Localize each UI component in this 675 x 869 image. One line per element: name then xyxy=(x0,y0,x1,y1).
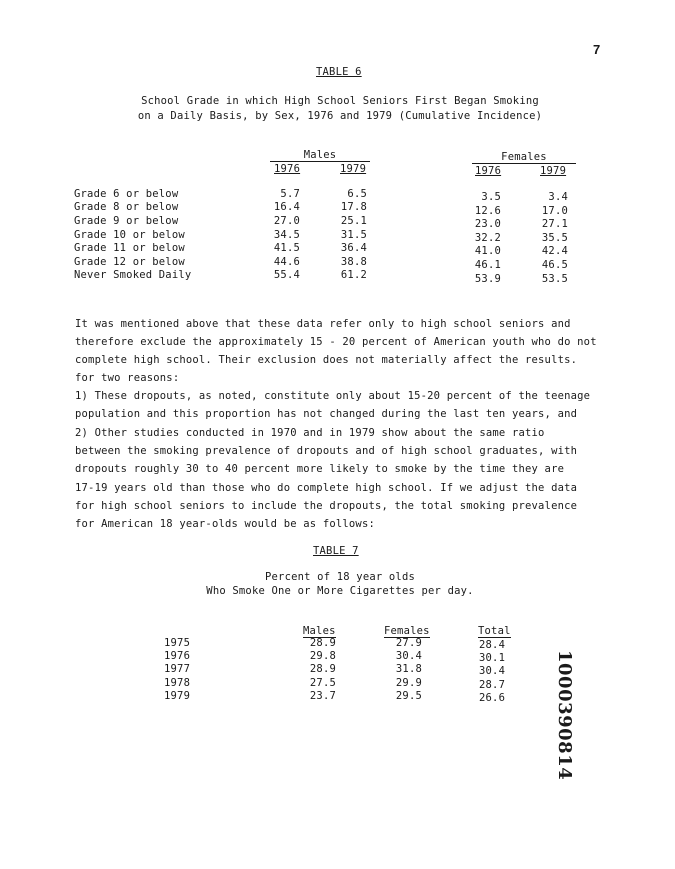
table7-cell-females: 31.8 xyxy=(395,663,422,675)
table6-cell-males-1979: 25.1 xyxy=(340,215,367,227)
paragraph-line: 17-19 years old than those who do complete high school. If we adjust the data xyxy=(75,482,578,494)
table6-females-header: Females xyxy=(472,151,576,164)
page-number: 7 xyxy=(593,42,601,57)
table6-cell-females-1976: 46.1 xyxy=(474,259,501,271)
table7-cell-total: 30.1 xyxy=(479,652,506,664)
table6-row-label: Grade 8 or below xyxy=(74,201,179,213)
table6-row-label: Never Smoked Daily xyxy=(74,269,192,281)
table6-cell-males-1976: 34.5 xyxy=(273,229,300,241)
table6-row-label: Grade 9 or below xyxy=(74,215,179,227)
paragraph-line: complete high school. Their exclusion does not materially affect the results. xyxy=(75,354,578,366)
table6-cell-males-1979: 31.5 xyxy=(340,229,367,241)
table6-cell-males-1979: 61.2 xyxy=(340,269,367,281)
table6-cell-females-1979: 27.1 xyxy=(541,218,568,230)
table7-cell-total: 28.7 xyxy=(479,679,506,691)
table7-row-year: 1976 xyxy=(164,650,191,662)
table6-caption-line2: on a Daily Basis, by Sex, 1976 and 1979 (Cumulative Incidence) xyxy=(137,110,543,122)
table6-cell-females-1979: 17.0 xyxy=(541,205,568,217)
table7-cell-females: 29.9 xyxy=(395,677,422,689)
table7-cell-males: 28.9 xyxy=(309,663,336,675)
table6-cell-females-1976: 53.9 xyxy=(474,273,501,285)
table6-females-1976-header: 1976 xyxy=(475,165,502,177)
paragraph-line: It was mentioned above that these data refer only to high school seniors and xyxy=(75,318,571,330)
table6-cell-females-1979: 53.5 xyxy=(541,273,568,285)
table7-cell-males: 23.7 xyxy=(309,690,336,702)
table6-cell-males-1976: 16.4 xyxy=(273,201,300,213)
paragraph-line: therefore exclude the approximately 15 - 20 percent of American youth who do not xyxy=(75,336,597,348)
table6-title: TABLE 6 xyxy=(316,66,362,78)
table7-total-header: Total xyxy=(478,625,511,637)
table7-row-year: 1979 xyxy=(164,690,191,702)
paragraph-line: dropouts roughly 30 to 40 percent more likely to smoke by the time they are xyxy=(75,463,565,475)
paragraph-line: 1) These dropouts, as noted, constitute only about 15-20 percent of the teenage xyxy=(75,390,591,402)
table6-females-1979-header: 1979 xyxy=(540,165,567,177)
table6-cell-females-1976: 12.6 xyxy=(474,205,501,217)
table7-cell-total: 30.4 xyxy=(479,665,506,677)
table6-cell-males-1979: 6.5 xyxy=(347,188,367,200)
table6-cell-males-1976: 44.6 xyxy=(273,256,300,268)
table6-caption-line1: School Grade in which High School Seniors First Began Smoking xyxy=(141,95,539,107)
paragraph-line: for American 18 year-olds would be as follows: xyxy=(75,518,375,530)
table7-males-header: Males xyxy=(303,625,336,637)
table6-cell-males-1979: 36.4 xyxy=(340,242,367,254)
table6-cell-females-1979: 3.4 xyxy=(548,191,568,203)
table6-males-header: Males xyxy=(270,149,370,162)
table6-cell-females-1976: 3.5 xyxy=(481,191,501,203)
document-id-stamp: 1000390814 xyxy=(554,650,575,781)
table6-cell-females-1979: 46.5 xyxy=(541,259,568,271)
table6-cell-females-1976: 23.0 xyxy=(474,218,501,230)
table7-row-year: 1978 xyxy=(164,677,191,689)
table6-cell-males-1976: 5.7 xyxy=(280,188,300,200)
table6-cell-females-1979: 42.4 xyxy=(541,245,568,257)
table6-row-label: Grade 12 or below xyxy=(74,256,185,268)
table6-row-label: Grade 6 or below xyxy=(74,188,179,200)
table7-cell-females: 29.5 xyxy=(395,690,422,702)
paragraph-line: population and this proportion has not changed during the last ten years, and xyxy=(75,408,578,420)
table7-row-year: 1977 xyxy=(164,663,191,675)
table7-cell-males: 29.8 xyxy=(309,650,336,662)
paragraph-line: for two reasons: xyxy=(75,372,180,384)
table6-males-1976-header: 1976 xyxy=(274,163,301,175)
paragraph-line: for high school seniors to include the dropouts, the total smoking prevalence xyxy=(75,500,578,512)
table6-row-label: Grade 10 or below xyxy=(74,229,185,241)
table6-cell-males-1976: 55.4 xyxy=(273,269,300,281)
table7-cell-females: 30.4 xyxy=(395,650,422,662)
table7-caption-line2: Who Smoke One or More Cigarettes per day. xyxy=(206,585,474,597)
table6-cell-females-1976: 32.2 xyxy=(474,232,501,244)
table7-title: TABLE 7 xyxy=(313,545,359,557)
table7-cell-total: 26.6 xyxy=(479,692,506,704)
table7-caption-line1: Percent of 18 year olds xyxy=(265,571,415,583)
table7-cell-males: 27.5 xyxy=(309,677,336,689)
table6-cell-males-1979: 17.8 xyxy=(340,201,367,213)
table7-cell-females: 27.9 xyxy=(395,637,422,649)
table6-cell-males-1979: 38.8 xyxy=(340,256,367,268)
paragraph-line: 2) Other studies conducted in 1970 and in 1979 show about the same ratio xyxy=(75,427,545,439)
paragraph-line: between the smoking prevalence of dropouts and of high school graduates, with xyxy=(75,445,578,457)
table6-cell-males-1976: 41.5 xyxy=(273,242,300,254)
table6-row-label: Grade 11 or below xyxy=(74,242,185,254)
table6-males-1979-header: 1979 xyxy=(340,163,367,175)
table7-row-year: 1975 xyxy=(164,637,191,649)
table6-cell-females-1976: 41.0 xyxy=(474,245,501,257)
table7-cell-males: 28.9 xyxy=(309,637,336,649)
table7-cell-total: 28.4 xyxy=(479,639,506,651)
table6-cell-males-1976: 27.0 xyxy=(273,215,300,227)
table7-females-header: Females xyxy=(384,625,430,637)
table6-cell-females-1979: 35.5 xyxy=(541,232,568,244)
